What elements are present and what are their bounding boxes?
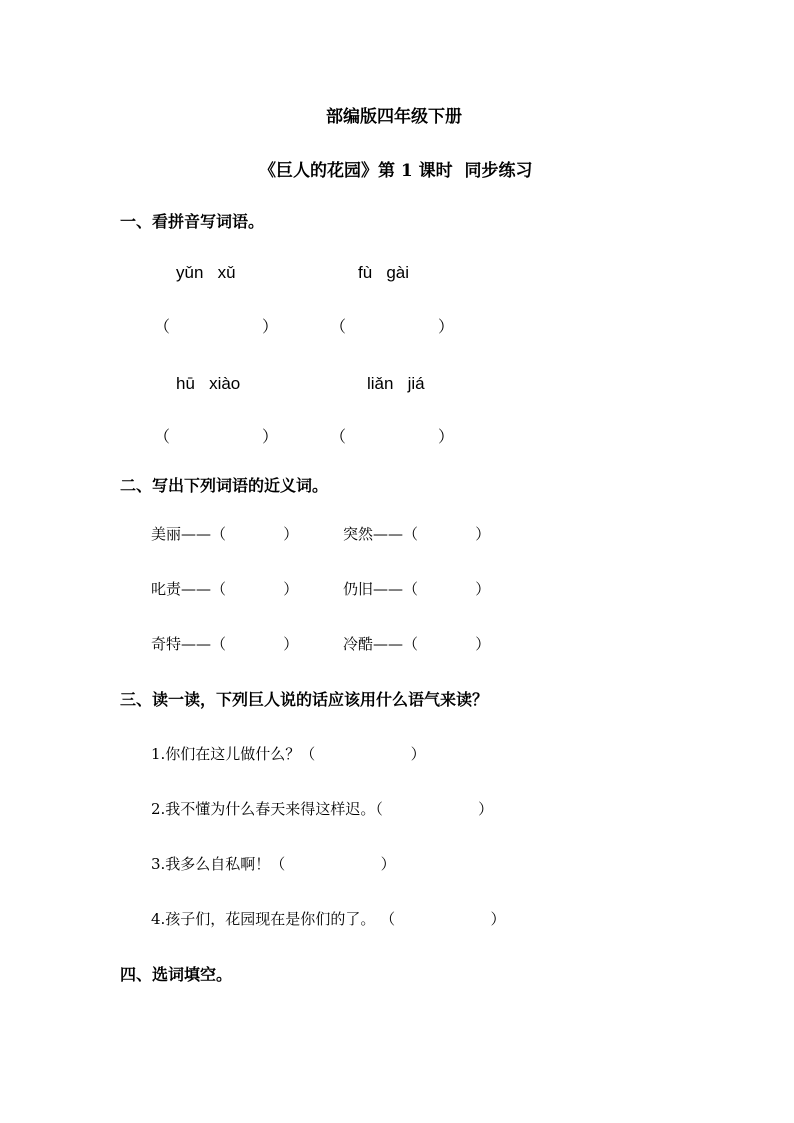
pinyin-fugai: fù gài [358,263,410,282]
synonym-item: 奇特——（ ） [151,635,299,653]
answer-blank-close: ） [438,317,455,336]
pinyin-huxiao: hū xiào [176,374,241,393]
tone-item: 4.孩子们，花园现在是你们的了。 （ ） [151,910,506,928]
tone-item: 2.我不懂为什么春天来得这样迟。（ ） [151,800,494,818]
synonym-item: 突然——（ ） [343,525,491,543]
section3-heading: 三、读一读，下列巨人说的话应该用什么语气来读？ [120,690,489,709]
answer-blank-close: ） [262,427,279,446]
section1-heading: 一、看拼音写词语。 [120,212,265,231]
section2-heading: 二、写出下列词语的近义词。 [120,476,329,495]
pinyin-yunxu: yǔn xǔ [176,263,236,282]
answer-blank-open: （ [154,427,171,446]
answer-blank-open: （ [330,317,347,336]
synonym-item: 美丽——（ ） [151,525,299,543]
answer-blank-close: ） [262,317,279,336]
answer-blank-open: （ [154,317,171,336]
lesson-subtitle: 《巨人的花园》第 1 课时 同步练习 [259,161,533,181]
pinyin-lianjia: liǎn jiá [367,374,425,393]
section4-heading: 四、选词填空。 [120,965,233,984]
page-title: 部编版四年级下册 [326,107,462,127]
tone-item: 1.你们在这儿做什么？（ ） [151,745,426,763]
synonym-item: 仍旧——（ ） [343,580,491,598]
tone-item: 3.我多么自私啊！（ ） [151,855,396,873]
synonym-item: 冷酷——（ ） [343,635,491,653]
synonym-item: 叱责——（ ） [151,580,299,598]
answer-blank-open: （ [330,427,347,446]
answer-blank-close: ） [438,427,455,446]
